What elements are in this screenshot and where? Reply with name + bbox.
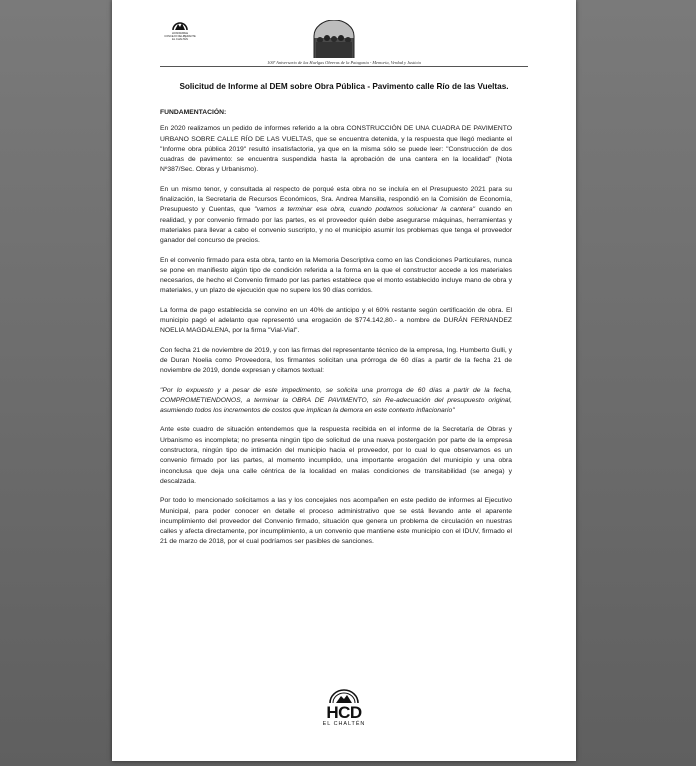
document-body xyxy=(160,108,512,557)
paragraph-7: Ante este cuadro de situación entendemos que la respuesta recibida en el informe de la Secretaría de Obras y Urbanismo es incompleta; no presenta ningún tipo de solicitud de una nueva postergación por parte de la empresa constructora, ningún tipo de intimación del municipio hacia el proveedor, por lo cual lo que observamos es un convenio firmado por las partes, al momento incumplido, una importante erogación del municipio y una obra inconclusa que deja una calle céntrica de la localidad en malas condiciones de transitabilidad (se anega) y descalzada. xyxy=(160,426,512,485)
logo-line-2: CONCEJO DELIBERANTE xyxy=(164,35,196,39)
hcd-mountain-icon xyxy=(327,688,361,704)
quoted-paragraph: "Por lo expuesto y a pesar de este impedimento, se solicita una prorroga de 60 días a partir de la fecha, COMPROMETIENDONOS, a terminar la OBRA DE PAVIMENTO, sin Re-adecuación del presupuesto original, asumiendo todos los incrementos de costos que implican la demora en este contexto inflacionario" xyxy=(160,386,512,415)
header-logo xyxy=(160,18,200,42)
paragraph-5: Con fecha 21 de noviembre de 2019, y con las firmas del representante técnico de la empresa, Ing. Humberto Gulli, y de Duran Noelia como Proveedora, los firmantes solicitan una prórroga de 60 días a partir de la fecha 21 de noviembre de 2019, donde expresan y citamos textual: xyxy=(160,346,512,375)
workers-photo-icon xyxy=(310,20,358,58)
paragraph-2-start: En un mismo tenor, y consultada al respecto de porqué esta obra no se incluía en el Presupuesto 2021 para su finalización, la Secretaria de Recursos Económicos, Sra. Andrea Mansilla, respondió en la Comisión de Economía, Presupuesto y Cuentas, que xyxy=(160,185,512,214)
paragraph-2 xyxy=(160,185,512,247)
document-page xyxy=(112,0,576,761)
paragraph-8: Por todo lo mencionado solicitamos a las y los concejales nos acompañen en este pedido de informes al Ejecutivo Municipal, para poder conocer en detalle el proceso administrativo que se está llevando ante el aparente incumplimiento del proveedor del Convenio firmado, situación que genera un problema de circulación en nuestras calles y afecta directamente, por incumplimiento, a un convenio que mantiene este municipio con el IDUV, firmado el 21 de marzo de 2018, por el cual podríamos ser pasibles de sanciones. xyxy=(160,497,512,546)
header-divider xyxy=(160,66,528,67)
historic-photo-emblem xyxy=(310,20,358,58)
footer-logo-place: EL CHALTÉN xyxy=(322,721,366,727)
section-heading: FUNDAMENTACIÓN: xyxy=(160,109,227,116)
logo-line-1: HONORABLE xyxy=(171,32,189,35)
paragraph-3: En el convenio firmado para esta obra, tanto en la Memoria Descriptiva como en las Condiciones Particulares, nunca se pone en manifiesto algún tipo de condición referida a la forma en la que el constructor accede a los materiales necesarios, de hecho el Convenio firmado por las partes establece que el monto establecido incluye mano de obra y materiales, y un plazo de ejecución que no supere los 90 días corridos. xyxy=(160,256,512,295)
paragraph-2-quote: "vamos a terminar esa obra, cuando podamos solucionar la cantera" xyxy=(254,206,476,214)
footer-logo xyxy=(308,688,380,727)
paragraph-4: La forma de pago establecida se convino en un 40% de anticipo y el 60% restante según certificación de obra. El municipio pagó el adelanto que representó una erogación de $774.142,80.- a nombre de DURÁN FERNANDEZ NOELIA MAGDALENA, por la firma "Vial-Vial". xyxy=(160,306,512,335)
mountain-logo-icon xyxy=(171,18,189,32)
anniversary-caption: 100º Aniversario de las Huelgas Obreras de la Patagonia - Memoria, Verdad y Justicia xyxy=(267,60,421,65)
logo-line-3: EL CHALTÉN xyxy=(172,38,188,42)
paragraph-2-end: cuando en realidad, y por convenio firmado por las partes, es el proveedor quién debe asegurarse máquinas, herramientas y materiales para llevar a cabo el convenio suscripto, y no el municipio asumir los problemas que tenga el proveedor ganador del concurso de precios. xyxy=(160,206,513,245)
footer-logo-text: HCD xyxy=(326,703,362,722)
document-title: Solicitud de Informe al DEM sobre Obra Pública - Pavimento calle Río de las Vueltas. xyxy=(179,82,509,91)
paragraph-1: En 2020 realizamos un pedido de informes referido a la obra CONSTRUCCIÓN DE UNA CUADRA DE PAVIMENTO URBANO SOBRE CALLE RÍO DE LAS VUELTAS, que se encuentra detenida, y la respuesta que llegó mediante el "Informe obra pública 2019" resultó insatisfactoria, ya que en la misma sólo se puede leer: "Construcción de dos cuadras de pavimento: se encuentra suspendida hasta la aprobación de una cantera en la localidad" (Nota Nº387/Sec. Obras y Urbanismo). xyxy=(160,125,512,174)
